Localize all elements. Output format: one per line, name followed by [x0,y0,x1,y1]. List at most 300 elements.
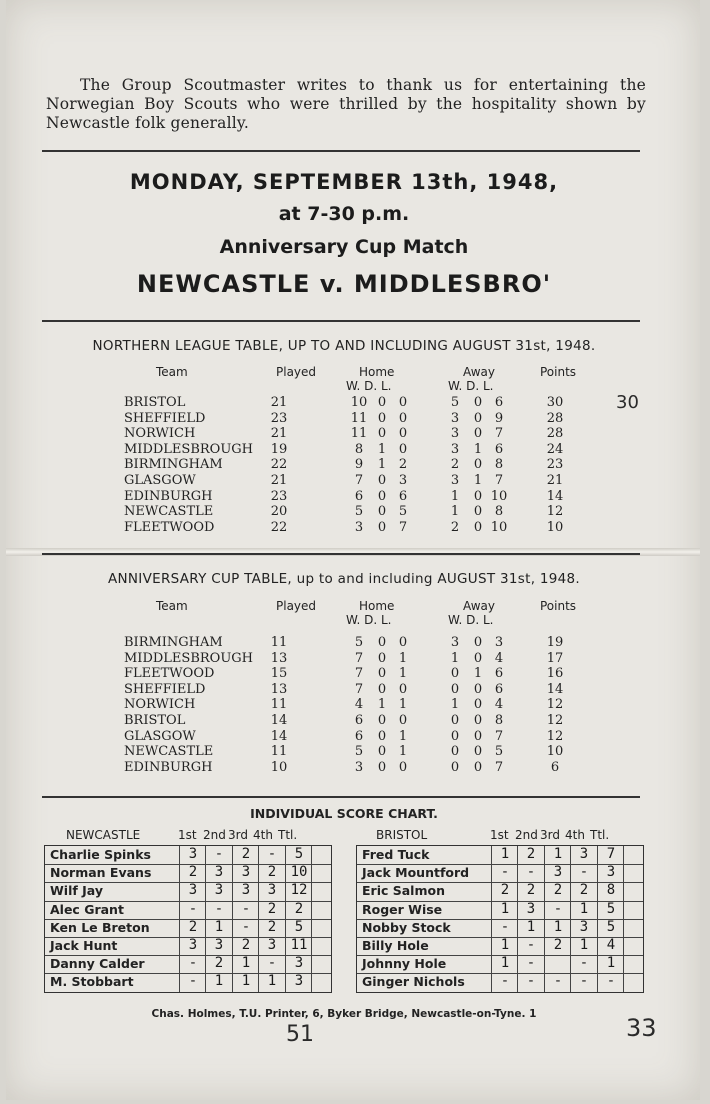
home-lost-cell: 5 [398,504,408,520]
heat-score: 3 [188,882,198,899]
played-cell: 21 [270,473,288,488]
home-drawn-cell: 0 [377,410,387,426]
team-name: NORWICH [124,697,196,713]
away-drawn-cell: 0 [473,744,483,760]
home-won-cell: 5 [354,504,364,520]
rider-row [357,846,643,865]
away-won-cell: 2 [450,457,460,473]
team-name: NEWCASTLE [124,504,214,520]
home-drawn-cell: 0 [377,488,387,504]
away-total-handwritten: 33 [626,1014,657,1042]
team-name: FLEETWOOD [124,519,215,535]
away-won-cell: 3 [450,410,460,426]
heat-score: 1 [267,973,277,990]
heat-score: 3 [267,882,277,899]
points-cell: 28 [546,426,564,442]
played-column-header: Played [276,365,317,379]
played-cell: 19 [270,441,288,457]
away-drawn-cell: 0 [473,635,483,650]
home-drawn-cell: 1 [377,441,387,457]
heat-score: 2 [241,846,251,862]
rider-row [357,973,643,991]
rider-name: Ken Le Breton [50,919,150,935]
rider-row [357,955,643,974]
home-lost-cell: 1 [398,728,408,744]
away-drawn-cell: 0 [473,410,483,426]
home-won-cell: 7 [354,650,364,666]
rider-row [45,919,331,938]
points-column-header: Points [540,365,577,379]
competition-name: Anniversary Cup Match [219,236,469,258]
away-won-cell: 0 [450,728,460,744]
away-drawn-cell: 0 [473,759,483,775]
points-cell: 10 [546,744,564,760]
played-cell: 23 [270,488,288,504]
home-column-header: 4th [253,828,273,842]
home-lost-cell: 1 [398,666,408,682]
home-drawn-cell: 0 [377,504,387,520]
away-column-header: Ttl. [590,828,610,842]
team-name: MIDDLESBROUGH [124,441,253,457]
heat-score: - [267,846,277,862]
played-cell: 11 [270,635,288,650]
heat-score: 5 [294,846,304,862]
away-won-cell: 3 [450,635,460,650]
home-lost-cell: 2 [398,457,408,473]
away-column-header: 4th [565,828,585,842]
heat-score: - [500,918,510,935]
team-name: BIRMINGHAM [124,457,223,473]
home-drawn-cell: 0 [377,728,387,744]
away-won-cell: 0 [450,744,460,760]
heat-score: 2 [553,937,563,953]
heat-score: 1 [500,900,510,917]
home-drawn-cell: 1 [377,697,387,713]
heat-score: 2 [241,937,251,953]
team-name: EDINBURGH [124,759,213,775]
printer-imprint: Chas. Holmes, T.U. Printer, 6, Byker Bridge, Newcastle-on-Tyne. 1 [151,1008,537,1020]
away-column-header: Away [463,365,495,379]
away-lost-cell: 7 [494,728,504,744]
home-column-header: 2nd [203,828,226,842]
heat-score: 5 [606,918,616,935]
away-drawn-cell: 1 [473,473,483,488]
heat-score: - [500,864,510,881]
away-won-cell: 1 [450,650,460,666]
league-table-title: NORTHERN LEAGUE TABLE, UP TO AND INCLUDING AUGUST 31st, 1948. [92,338,596,354]
away-won-cell: 0 [450,681,460,697]
home-won-cell: 7 [354,681,364,697]
home-lost-cell: 0 [398,759,408,775]
home-lost-cell: 1 [398,697,408,713]
away-won-cell: 0 [450,759,460,775]
played-cell: 11 [270,697,288,713]
played-cell: 11 [270,744,288,760]
points-column-header: Points [540,599,577,613]
rider-name: Jack Hunt [50,938,118,953]
heat-score: 10 [290,864,308,881]
team-name: BRISTOL [124,395,186,410]
heat-score: 3 [241,864,251,881]
away-team-label: BRISTOL [376,828,428,842]
home-won-cell: 3 [354,519,364,535]
heat-score: 3 [294,955,304,972]
home-lost-cell: 1 [398,744,408,760]
away-lost-cell: 3 [494,635,504,650]
played-cell: 23 [270,410,288,426]
home-drawn-cell: 0 [377,395,387,410]
heat-score: 3 [267,937,277,953]
rider-row [45,864,331,883]
heat-score: 3 [214,882,224,899]
played-cell: 21 [270,426,288,442]
away-won-cell: 1 [450,488,460,504]
heat-score: - [606,973,616,990]
away-drawn-cell: 0 [473,728,483,744]
heat-score: 1 [526,918,536,935]
heat-score: - [526,973,536,990]
heat-score: 2 [579,882,589,899]
heat-score: 3 [188,937,198,953]
away-won-cell: 3 [450,426,460,442]
heat-score: 1 [579,900,589,917]
points-cell: 24 [546,441,564,457]
home-won-cell: 7 [354,473,364,488]
home-total-handwritten: 51 [286,1022,314,1047]
heat-score: 2 [188,918,198,935]
away-drawn-cell: 0 [473,681,483,697]
away-lost-cell: 8 [494,504,504,520]
played-cell: 13 [270,650,288,666]
away-wdl-header: W. D. L. [448,613,494,627]
match-time: at 7-30 p.m. [278,203,410,225]
rider-row [357,937,643,956]
played-cell: 15 [270,666,288,682]
heat-score: 4 [606,937,616,953]
team-name: GLASGOW [124,473,196,488]
points-cell: 19 [546,635,564,650]
heat-score: 3 [214,864,224,881]
home-won-cell: 7 [354,666,364,682]
rider-row [357,901,643,920]
handwritten-annotation: 30 [616,392,639,413]
played-cell: 14 [270,713,288,728]
rider-row [45,846,331,865]
home-column-header: Ttl. [278,828,298,842]
divider [42,553,640,555]
heat-score: 7 [606,846,616,862]
played-cell: 22 [270,519,288,535]
rider-name: Alec Grant [50,901,124,917]
heat-score: 1 [500,955,510,972]
home-lost-cell: 0 [398,395,408,410]
rider-name: Jack Mountford [362,865,470,881]
heat-score: 2 [294,900,304,917]
home-won-cell: 6 [354,713,364,728]
away-lost-cell: 9 [494,410,504,426]
away-lost-cell: 5 [494,744,504,760]
heat-score: - [500,973,510,990]
away-lost-cell: 7 [494,473,504,488]
rider-row [45,955,331,974]
away-drawn-cell: 0 [473,504,483,520]
away-won-cell: 0 [450,713,460,728]
home-drawn-cell: 0 [377,681,387,697]
heat-score: 3 [294,973,304,990]
rider-name: Danny Calder [50,956,145,972]
away-drawn-cell: 0 [473,519,483,535]
points-cell: 16 [546,666,564,682]
team-name: NORWICH [124,426,196,442]
home-lost-cell: 7 [398,519,408,535]
heat-score: 3 [241,882,251,899]
home-lost-cell: 0 [398,635,408,650]
home-drawn-cell: 0 [377,713,387,728]
home-won-cell: 8 [354,441,364,457]
home-column-header: 1st [178,828,197,842]
score-chart-title: INDIVIDUAL SCORE CHART. [250,806,438,821]
fixture-title: NEWCASTLE v. MIDDLESBRO' [136,270,552,298]
home-lost-cell: 0 [398,441,408,457]
match-date: MONDAY, SEPTEMBER 13th, 1948, [129,170,559,194]
heat-score: 2 [267,918,277,935]
team-name: BRISTOL [124,713,186,728]
team-name: SHEFFIELD [124,681,206,697]
rider-name: Nobby Stock [362,919,451,935]
home-drawn-cell: 0 [377,473,387,488]
heat-score: - [214,846,224,862]
away-lost-cell: 8 [494,457,504,473]
points-cell: 23 [546,457,564,473]
heat-score: 5 [294,918,304,935]
home-drawn-cell: 0 [377,519,387,535]
away-lost-cell: 10 [490,519,508,535]
heat-score: 2 [526,846,536,862]
home-won-cell: 5 [354,635,364,650]
played-cell: 13 [270,681,288,697]
rider-row [45,901,331,920]
away-drawn-cell: 0 [473,395,483,410]
away-column-header: Away [463,599,495,613]
heat-score: 2 [267,864,277,881]
played-cell: 10 [270,759,288,775]
heat-score: 2 [188,864,198,881]
heat-score: 3 [579,846,589,862]
home-team-label: NEWCASTLE [66,828,141,842]
heat-score: 11 [290,937,308,953]
heat-score: 3 [214,937,224,953]
heat-score: 1 [241,955,251,972]
home-won-cell: 11 [350,426,368,442]
heat-score: 12 [290,882,308,899]
heat-score: 1 [500,846,510,862]
played-cell: 21 [270,395,288,410]
heat-score: - [526,955,536,972]
rider-row [357,882,643,901]
home-wdl-header: W. D. L. [346,613,392,627]
away-lost-cell: 8 [494,713,504,728]
away-won-cell: 5 [450,395,460,410]
heat-score: 3 [606,864,616,881]
away-drawn-cell: 1 [473,441,483,457]
away-won-cell: 3 [450,441,460,457]
rider-name: Johnny Hole [362,956,447,972]
points-cell: 12 [546,504,564,520]
home-drawn-cell: 0 [377,650,387,666]
heat-score: - [526,937,536,953]
heat-score: 3 [188,846,198,862]
home-won-cell: 4 [354,697,364,713]
heat-score: - [553,900,563,917]
heat-score: - [553,973,563,990]
away-won-cell: 1 [450,504,460,520]
home-column-header: 3rd [228,828,248,842]
away-lost-cell: 6 [494,395,504,410]
rider-name: Roger Wise [362,901,443,917]
heat-score: 5 [606,900,616,917]
home-column-header: Home [359,365,395,379]
away-lost-cell: 7 [494,759,504,775]
heat-score: 1 [553,918,563,935]
heat-score: 8 [606,882,616,899]
programme-page [6,0,700,1100]
team-name: BIRMINGHAM [124,635,223,650]
away-drawn-cell: 0 [473,697,483,713]
heat-score: 3 [579,918,589,935]
rider-name: Fred Tuck [362,847,430,862]
team-name: GLASGOW [124,728,196,744]
away-lost-cell: 10 [490,488,508,504]
heat-score: 2 [214,955,224,972]
team-name: FLEETWOOD [124,666,215,682]
away-lost-cell: 4 [494,697,504,713]
rider-row [45,937,331,956]
home-won-cell: 3 [354,759,364,775]
heat-score: - [214,900,224,917]
home-lost-cell: 0 [398,681,408,697]
points-cell: 14 [546,488,564,504]
away-drawn-cell: 0 [473,457,483,473]
home-won-cell: 11 [350,410,368,426]
home-lost-cell: 0 [398,410,408,426]
home-won-cell: 9 [354,457,364,473]
rider-name: Charlie Spinks [50,847,151,862]
away-lost-cell: 7 [494,426,504,442]
heat-score: - [579,973,589,990]
away-score-grid [356,845,644,993]
heat-score: 3 [526,900,536,917]
heat-score: - [579,864,589,881]
away-lost-cell: 4 [494,650,504,666]
heat-score: 1 [606,955,616,972]
team-column-header: Team [156,599,188,613]
rider-row [357,919,643,938]
heat-score: 1 [553,846,563,862]
rider-name: Eric Salmon [362,883,445,899]
rider-row [45,882,331,901]
home-lost-cell: 3 [398,473,408,488]
divider [42,150,640,152]
heat-score: 1 [241,973,251,990]
away-drawn-cell: 1 [473,666,483,682]
points-cell: 17 [546,650,564,666]
home-won-cell: 6 [354,728,364,744]
heat-score: - [188,955,198,972]
home-drawn-cell: 1 [377,457,387,473]
points-cell: 21 [546,473,564,488]
away-won-cell: 1 [450,697,460,713]
heat-score: - [241,900,251,917]
rider-name: Billy Hole [362,938,429,953]
heat-score: 1 [579,937,589,953]
home-lost-cell: 0 [398,426,408,442]
heat-score: 2 [553,882,563,899]
home-lost-cell: 0 [398,713,408,728]
rider-row [45,973,331,991]
team-name: NEWCASTLE [124,744,214,760]
home-drawn-cell: 0 [377,635,387,650]
team-name: EDINBURGH [124,488,213,504]
heat-score: - [579,955,589,972]
away-won-cell: 2 [450,519,460,535]
home-drawn-cell: 0 [377,744,387,760]
points-cell: 12 [546,728,564,744]
played-cell: 20 [270,504,288,520]
away-column-header: 1st [490,828,509,842]
heat-score: 1 [500,937,510,953]
played-cell: 14 [270,728,288,744]
home-won-cell: 10 [350,395,368,410]
rider-name: Ginger Nichols [362,974,465,990]
team-name: SHEFFIELD [124,410,206,426]
rider-name: Norman Evans [50,865,152,881]
rider-name: Wilf Jay [50,883,103,899]
heat-score: 1 [214,918,224,935]
home-won-cell: 5 [354,744,364,760]
cup-table-title: ANNIVERSARY CUP TABLE, up to and including AUGUST 31st, 1948. [107,571,581,587]
heat-score: 3 [553,864,563,881]
points-cell: 10 [546,519,564,535]
points-cell: 6 [550,759,560,775]
home-drawn-cell: 0 [377,759,387,775]
heat-score: - [188,900,198,917]
heat-score: 2 [267,900,277,917]
rider-row [357,864,643,883]
heat-score: - [267,955,277,972]
points-cell: 12 [546,697,564,713]
rider-name: M. Stobbart [50,974,134,990]
heat-score: 1 [214,973,224,990]
away-lost-cell: 6 [494,441,504,457]
heat-score: 2 [500,882,510,899]
heat-score: - [241,918,251,935]
home-score-grid [44,845,332,993]
divider [42,796,640,798]
home-drawn-cell: 0 [377,666,387,682]
heat-score: - [526,864,536,881]
away-won-cell: 0 [450,666,460,682]
intro-paragraph: The Group Scoutmaster writes to thank us for entertaining the Norwegian Boy Scouts who were thrilled by the hospitality shown by Newcastle folk generally. [46,76,646,132]
away-lost-cell: 6 [494,666,504,682]
home-wdl-header: W. D. L. [346,379,392,393]
home-column-header: Home [359,599,395,613]
home-lost-cell: 1 [398,650,408,666]
away-column-header: 3rd [540,828,560,842]
home-lost-cell: 6 [398,488,408,504]
away-wdl-header: W. D. L. [448,379,494,393]
points-cell: 12 [546,713,564,728]
home-drawn-cell: 0 [377,426,387,442]
